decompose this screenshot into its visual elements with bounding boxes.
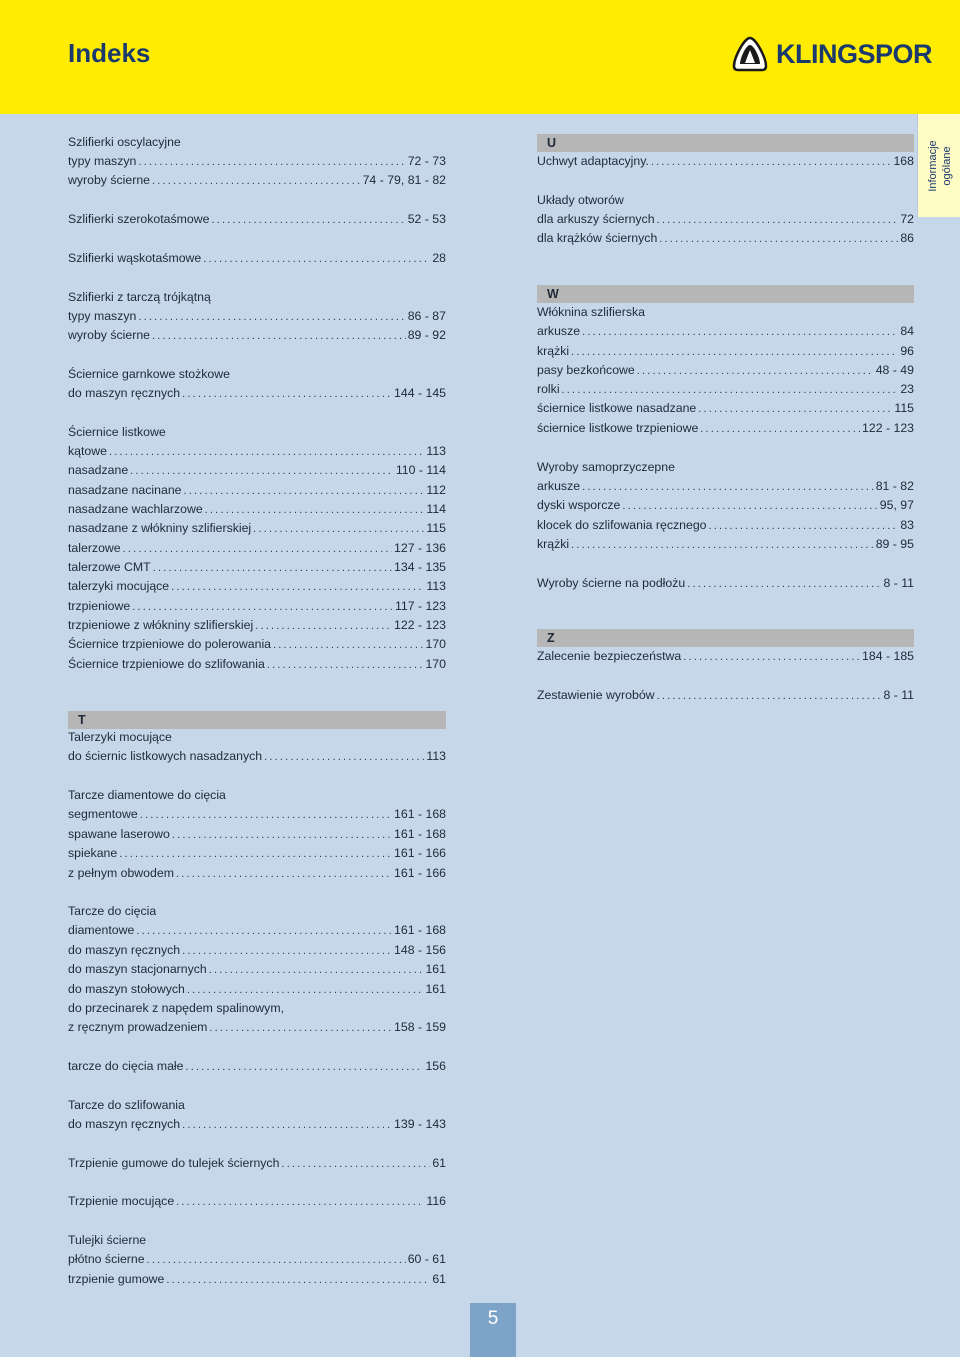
- index-entry[interactable]: Zestawienie wyrobów ..... 8 - 11: [537, 686, 914, 705]
- index-entry[interactable]: Trzpienie mocujące ..... 116: [68, 1192, 446, 1211]
- brand-name: KLINGSPOR: [776, 39, 933, 69]
- index-entry[interactable]: pasy bezkońcowe ..... 48 - 49: [537, 361, 914, 380]
- index-entry[interactable]: kątowe ..... 113: [68, 442, 446, 461]
- index-entry[interactable]: tarcze do cięcia małe ..... 156: [68, 1057, 446, 1076]
- index-entry[interactable]: klocek do szlifowania ręcznego ..... 83: [537, 516, 914, 535]
- index-entry[interactable]: nasadzane ..... 110 - 114: [68, 461, 446, 480]
- section-letter-u: U: [537, 134, 914, 152]
- index-entry[interactable]: krążki ..... 96: [537, 342, 914, 361]
- index-heading: Tulejki ścierne: [68, 1233, 147, 1247]
- index-entry[interactable]: talerzowe CMT ..... 134 - 135: [68, 558, 446, 577]
- index-entry[interactable]: spiekane ..... 161 - 166: [68, 844, 446, 863]
- section-tab[interactable]: [917, 114, 960, 217]
- index-entry[interactable]: typy maszyn ..... 72 - 73: [68, 152, 446, 171]
- index-entry[interactable]: z ręcznym prowadzeniem ..... 158 - 159: [68, 1018, 446, 1037]
- index-entry[interactable]: do maszyn stołowych ..... 161: [68, 980, 446, 999]
- index-heading: Wyroby samoprzyczepne: [537, 460, 675, 474]
- index-entry[interactable]: talerzyki mocujące ..... 113: [68, 577, 446, 596]
- index-heading: Tarcze do cięcia: [68, 904, 157, 918]
- index-entry[interactable]: Szlifierki wąskotaśmowe ..... 28: [68, 249, 446, 268]
- index-entry[interactable]: Szlifierki szerokotaśmowe ..... 52 - 53: [68, 210, 446, 229]
- index-entry[interactable]: trzpienie gumowe ..... 61: [68, 1270, 446, 1289]
- index-entry[interactable]: do maszyn ręcznych ..... 144 - 145: [68, 384, 446, 403]
- section-letter-w: W: [537, 285, 914, 303]
- index-heading: Szlifierki z tarczą trójkątną: [68, 290, 211, 304]
- index-heading: Talerzyki mocujące: [68, 730, 172, 744]
- index-heading: Tarcze diamentowe do cięcia: [68, 788, 226, 802]
- index-heading: Układy otworów: [537, 193, 624, 207]
- index-entry[interactable]: płótno ścierne ..... 60 - 61: [68, 1250, 446, 1269]
- index-entry[interactable]: nasadzane wachlarzowe ..... 114: [68, 500, 446, 519]
- section-letter-t: T: [68, 711, 446, 729]
- index-entry[interactable]: rolki ..... 23: [537, 380, 914, 399]
- section-letter-z: Z: [537, 629, 914, 647]
- index-heading: Tarcze do szlifowania: [68, 1098, 185, 1112]
- index-entry[interactable]: arkusze ..... 84: [537, 322, 914, 341]
- index-entry[interactable]: Wyroby ścierne na podłożu ..... 8 - 11: [537, 574, 914, 593]
- index-entry[interactable]: Ściernice trzpieniowe do polerowania ..... 170: [68, 635, 446, 654]
- index-heading: Ściernice listkowe: [68, 425, 166, 439]
- index-entry[interactable]: talerzowe ..... 127 - 136: [68, 539, 446, 558]
- index-entry[interactable]: diamentowe ..... 161 - 168: [68, 921, 446, 940]
- index-entry[interactable]: trzpieniowe z włókniny szlifierskiej ..... 122 - 123: [68, 616, 446, 635]
- index-entry-continued: do przecinarek z napędem spalinowym,: [68, 1001, 284, 1015]
- section-tab-label: Informacje ogólane: [926, 139, 953, 192]
- index-heading: Szlifierki oscylacyjne: [68, 135, 181, 149]
- index-entry[interactable]: dla arkuszy ściernych ..... 72: [537, 210, 914, 229]
- index-entry[interactable]: do maszyn ręcznych ..... 148 - 156: [68, 941, 446, 960]
- klingspor-logo-icon: [732, 36, 768, 72]
- index-entry[interactable]: wyroby ścierne ..... 74 - 79, 81 - 82: [68, 171, 446, 190]
- index-entry[interactable]: dla krążków ściernych ..... 86: [537, 229, 914, 248]
- index-entry[interactable]: do ściernic listkowych nasadzanych ..... 113: [68, 747, 446, 766]
- index-entry[interactable]: dyski wsporcze ..... 95, 97: [537, 496, 914, 515]
- index-entry[interactable]: ściernice listkowe nasadzane ..... 115: [537, 399, 914, 418]
- index-entry[interactable]: wyroby ścierne ..... 89 - 92: [68, 326, 446, 345]
- index-entry[interactable]: krążki ..... 89 - 95: [537, 535, 914, 554]
- index-entry[interactable]: do maszyn stacjonarnych ..... 161: [68, 960, 446, 979]
- page-number: 5: [470, 1303, 516, 1357]
- index-entry[interactable]: nasadzane nacinane ..... 112: [68, 481, 446, 500]
- index-entry[interactable]: trzpieniowe ..... 117 - 123: [68, 597, 446, 616]
- index-entry[interactable]: z pełnym obwodem ..... 161 - 166: [68, 864, 446, 883]
- index-entry[interactable]: Trzpienie gumowe do tulejek ściernych ..... 61: [68, 1154, 446, 1173]
- page-title: Indeks: [68, 38, 151, 68]
- index-entry[interactable]: nasadzane z włókniny szlifierskiej ..... 115: [68, 519, 446, 538]
- index-entry[interactable]: Ściernice trzpieniowe do szlifowania ..... 170: [68, 655, 446, 674]
- index-entry[interactable]: ściernice listkowe trzpieniowe ..... 122 - 123: [537, 419, 914, 438]
- index-heading: Ściernice garnkowe stożkowe: [68, 367, 230, 381]
- index-entry[interactable]: segmentowe ..... 161 - 168: [68, 805, 446, 824]
- index-entry[interactable]: spawane laserowo ..... 161 - 168: [68, 825, 446, 844]
- index-entry[interactable]: typy maszyn ..... 86 - 87: [68, 307, 446, 326]
- index-entry[interactable]: Uchwyt adaptacyjny. ..... 168: [537, 152, 914, 171]
- index-entry[interactable]: do maszyn ręcznych ..... 139 - 143: [68, 1115, 446, 1134]
- index-entry[interactable]: arkusze ..... 81 - 82: [537, 477, 914, 496]
- page-header: [0, 0, 960, 114]
- index-heading: Włóknina szlifierska: [537, 305, 645, 319]
- index-entry[interactable]: Zalecenie bezpieczeństwa ..... 184 - 185: [537, 647, 914, 666]
